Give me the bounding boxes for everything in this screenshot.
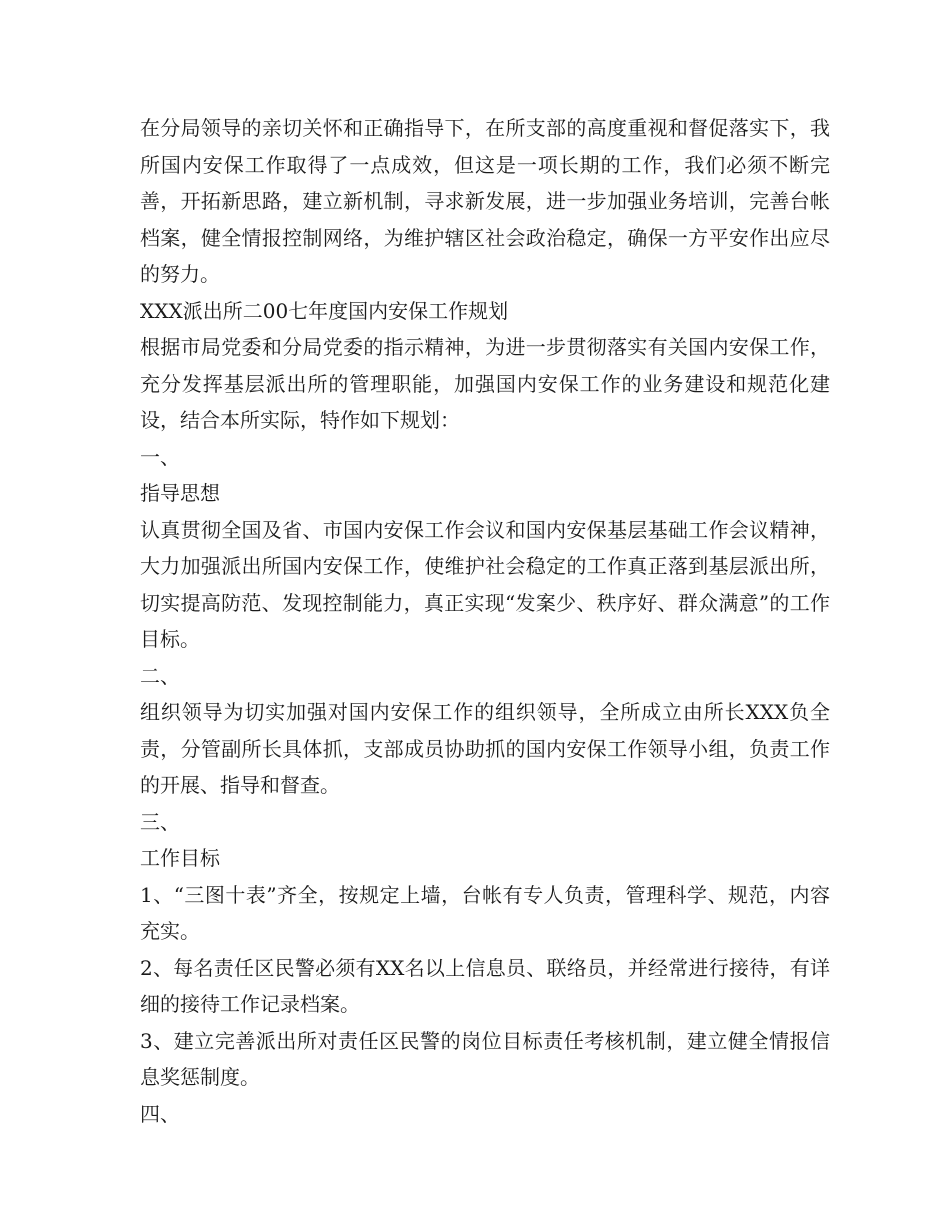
plan-title: XXX派出所二00七年度国内安保工作规划 <box>140 298 509 323</box>
paragraph-summary: 在分局领导的亲切关怀和正确指导下，在所支部的高度重视和督促落实下，我所国内安保工作取得了一点成效，但这是一项长期的工作，我们必须不断完善，开拓新思路，建立新机制，寻求新发展，进一步加强业务培训，完善台帐档案，健全情报控制网络，为维护辖区社会政治稳定，确保一方平安作出应尽的努力。 <box>140 116 830 286</box>
section-number-4: 四、 <box>140 1101 180 1126</box>
section-number-1: 一、 <box>140 444 180 469</box>
section-heading-guiding-thought: 指导思想 <box>140 481 220 505</box>
paragraph-guiding-thought: 认真贯彻全国及省、市国内安保工作会议和国内安保基层基础工作会议精神，大力加强派出所国内安保工作，使维护社会稳定的工作真正落到基层派出所，切实提高防范、发现控制能力，真正实现“发案少、秩序好、群众满意”的工作目标。 <box>140 517 830 651</box>
section-heading-work-goals: 工作目标 <box>140 846 220 870</box>
goal-item-3: 3、建立完善派出所对责任区民警的岗位目标责任考核机制，建立健全情报信息奖惩制度。 <box>140 1028 830 1089</box>
paragraph-intro: 根据市局党委和分局党委的指示精神，为进一步贯彻落实有关国内安保工作，充分发挥基层派出所的管理职能，加强国内安保工作的业务建设和规范化建设，结合本所实际，特作如下规划： <box>140 335 830 432</box>
goal-item-2: 2、每名责任区民警必须有XX名以上信息员、联络员，并经常进行接待，有详细的接待工作记录档案。 <box>140 955 830 1016</box>
paragraph-organization: 组织领导为切实加强对国内安保工作的组织领导，全所成立由所长XXX负全责，分管副所长具体抓，支部成员协助抓的国内安保工作领导小组，负责工作的开展、指导和督查。 <box>140 700 830 797</box>
goal-item-1: 1、“三图十表”齐全，按规定上墙，台帐有专人负责，管理科学、规范，内容充实。 <box>140 882 830 943</box>
section-number-2: 二、 <box>140 663 180 688</box>
document-body <box>140 110 830 1132</box>
section-number-3: 三、 <box>140 809 180 834</box>
